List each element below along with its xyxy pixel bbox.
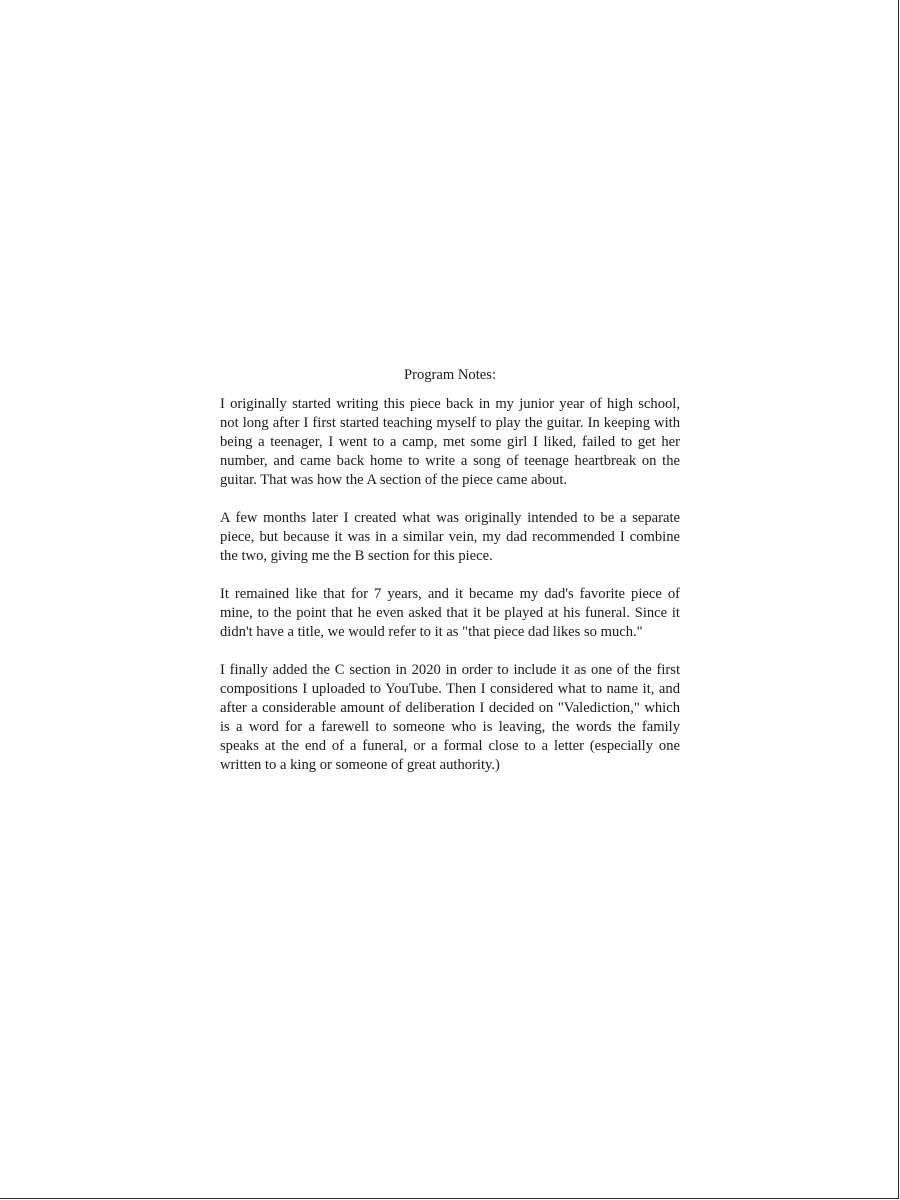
paragraph-c-section: I finally added the C section in 2020 in order to include it as one of the first compositions I uploaded to YouTube. Then I considered what to name it, and after a considerable amount of deliberation I decided on "Valediction," which is a word for a farewell to someone who is leaving, the words the family speaks at the end of a funeral, or a formal close to a letter (especially one written to a king or someone of great authority.) (220, 662, 680, 773)
notes-title: Program Notes: (403, 367, 496, 383)
paragraph-favorite-piece: It remained like that for 7 years, and it became my dad's favorite piece of mine, to the point that he even asked that it be played at his funeral. Since it didn't have a title, we would refer to it as "that piece dad likes so much." (220, 586, 680, 640)
program-notes (220, 366, 680, 794)
paragraph-a-section: I originally started writing this piece back in my junior year of high school, not long after I first started teaching myself to play the guitar. In keeping with being a teenager, I went to a camp, met some girl I liked, failed to get her number, and came back home to write a song of teenage heartbreak on the guitar. That was how the A section of the piece came about. (220, 396, 680, 488)
paragraph-b-section: A few months later I created what was originally intended to be a separate piece, but because it was in a similar vein, my dad recommended I combine the two, giving me the B section for this piece. (220, 510, 680, 564)
